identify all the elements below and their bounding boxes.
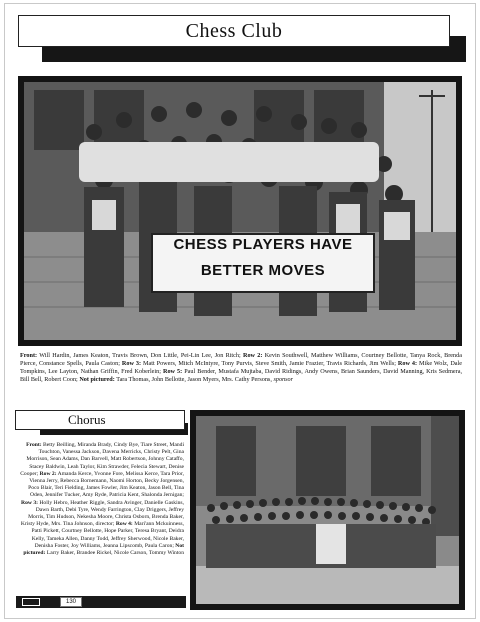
- page-number: 130: [60, 597, 82, 607]
- chorus-photo-image: [196, 416, 459, 604]
- caption-row3: Matt Powers, Mitch McIntyre, Tony Purvis, Steve Smith, Jamie Frazier, Travis Richards, Jim Wells;: [141, 360, 398, 368]
- caption-row4-label: Row 4:: [397, 360, 418, 368]
- banner-line-1: CHESS PLAYERS HAVE: [173, 236, 353, 253]
- caption-row5-label: Row 5:: [162, 368, 183, 376]
- chess-club-photo: [18, 76, 462, 346]
- chorus-notpictured: Larry Baker, Brandee Rickel, Nicole Carson, Tommy Winton: [45, 550, 184, 557]
- folio-bar: [16, 596, 186, 608]
- chorus-row4-label: Row 4:: [115, 521, 133, 528]
- page-title: Chess Club: [185, 19, 283, 42]
- chorus-title-box: [15, 410, 185, 430]
- banner-line-2: BETTER MOVES: [200, 262, 326, 279]
- chorus-caption: [18, 442, 184, 557]
- caption-row2: Kevin Southwell, Matthew Williams, Courtney Bellotte, Tanya Rock, Brenda Pierce, Constance Spells, Paula Caston;: [20, 352, 462, 368]
- caption-row2-label: Row 2:: [242, 352, 263, 359]
- chorus-row3-label: Row 3:: [21, 499, 38, 506]
- caption-sponsor: sponsor: [273, 376, 294, 384]
- chess-photo-image: [24, 82, 456, 340]
- chess-club-caption: [20, 352, 462, 384]
- chorus-row4: Mari'ann Mckuinness, Patti Pickett, Courtney Bellotte, Hope Parker, Teresa Bryant, Deidra Kelly, Tameka Allen, Danny Todd, Jeffrey Sherwood, Nicole Baker, Denisha Foster, Joy Williams, Jeanna Lipscomb, Paula Caron;: [31, 521, 184, 549]
- chorus-notpictured-label: Not pictured:: [23, 542, 184, 557]
- caption-front-label: Front:: [20, 352, 38, 359]
- chorus-front-label: Front:: [26, 442, 42, 448]
- chorus-row2: Amanda Kerce, Yvonne Fore, Melissa Kerce, Tara Prior, Vienna Jerry, Rebecca Bornemann, Naomi Horton, Becky Jorgensen, Poco Blair, Teri Fielding, James Fowler, Jim Keaton, Jason Bell, Tina Oden, Jennifer Tucker, Amy Ryde, Patricia Kent, Shalonda Jernigan;: [28, 470, 184, 499]
- caption-row4: Mike Wolz, Dale Tompkins, Lee Layton, Nathan Griffin, Fred Koberlein;: [20, 360, 463, 376]
- folio-decoration: [22, 598, 40, 606]
- caption-row5: Paul Bender, Mustafa Mujtaba, David Ridings, Andy Owens, Brian Saunders, David Manning, Kris Sedmera, Bill Bell, Robert Coon;: [20, 368, 462, 384]
- chorus-front: Betty Beilling, Miranda Brady, Cindy Bye, Tiare Street, Mandi Touchton, Vanessa Jackson, Davena Merricks, Christy Pelt, Gina Morrison, Sean Adams, Dan Barvell, Matt Robertson, Johnny Cataffo, Stacey Baldwin, Leah Taylor, Kim Strawder, Felecia Stewart, Denise Cooper;: [20, 442, 184, 477]
- chorus-row3: Holly Hebro, Heather Riggle, Sandra Avinger, Danielle Gaskins, Dawn Barth, Debi Tyre, Wendy Farrington, Clay Driggers, Jeffrey Morris, Tim Hudson, Nekesha Moore, Christa Osborn, Brenda Baker, Kristy Hyde, Mrs. Tina Johnson, director;: [20, 499, 184, 528]
- page-title-box: [18, 15, 450, 47]
- chorus-title: Chorus: [68, 412, 106, 427]
- caption-notpictured-label: Not pictured:: [79, 376, 115, 384]
- chorus-photo: [190, 410, 465, 610]
- chorus-row2-label: Row 2:: [39, 470, 57, 477]
- caption-front: Will Hardin, James Keaton, Travis Brown, Don Little, Pei-Lin Lee, Jon Ritch;: [37, 352, 243, 359]
- caption-notpictured: Tara Thomas, John Bellotte, Jason Myers, Mrs. Cathy Persons,: [114, 376, 274, 384]
- caption-row3-label: Row 3:: [121, 360, 142, 368]
